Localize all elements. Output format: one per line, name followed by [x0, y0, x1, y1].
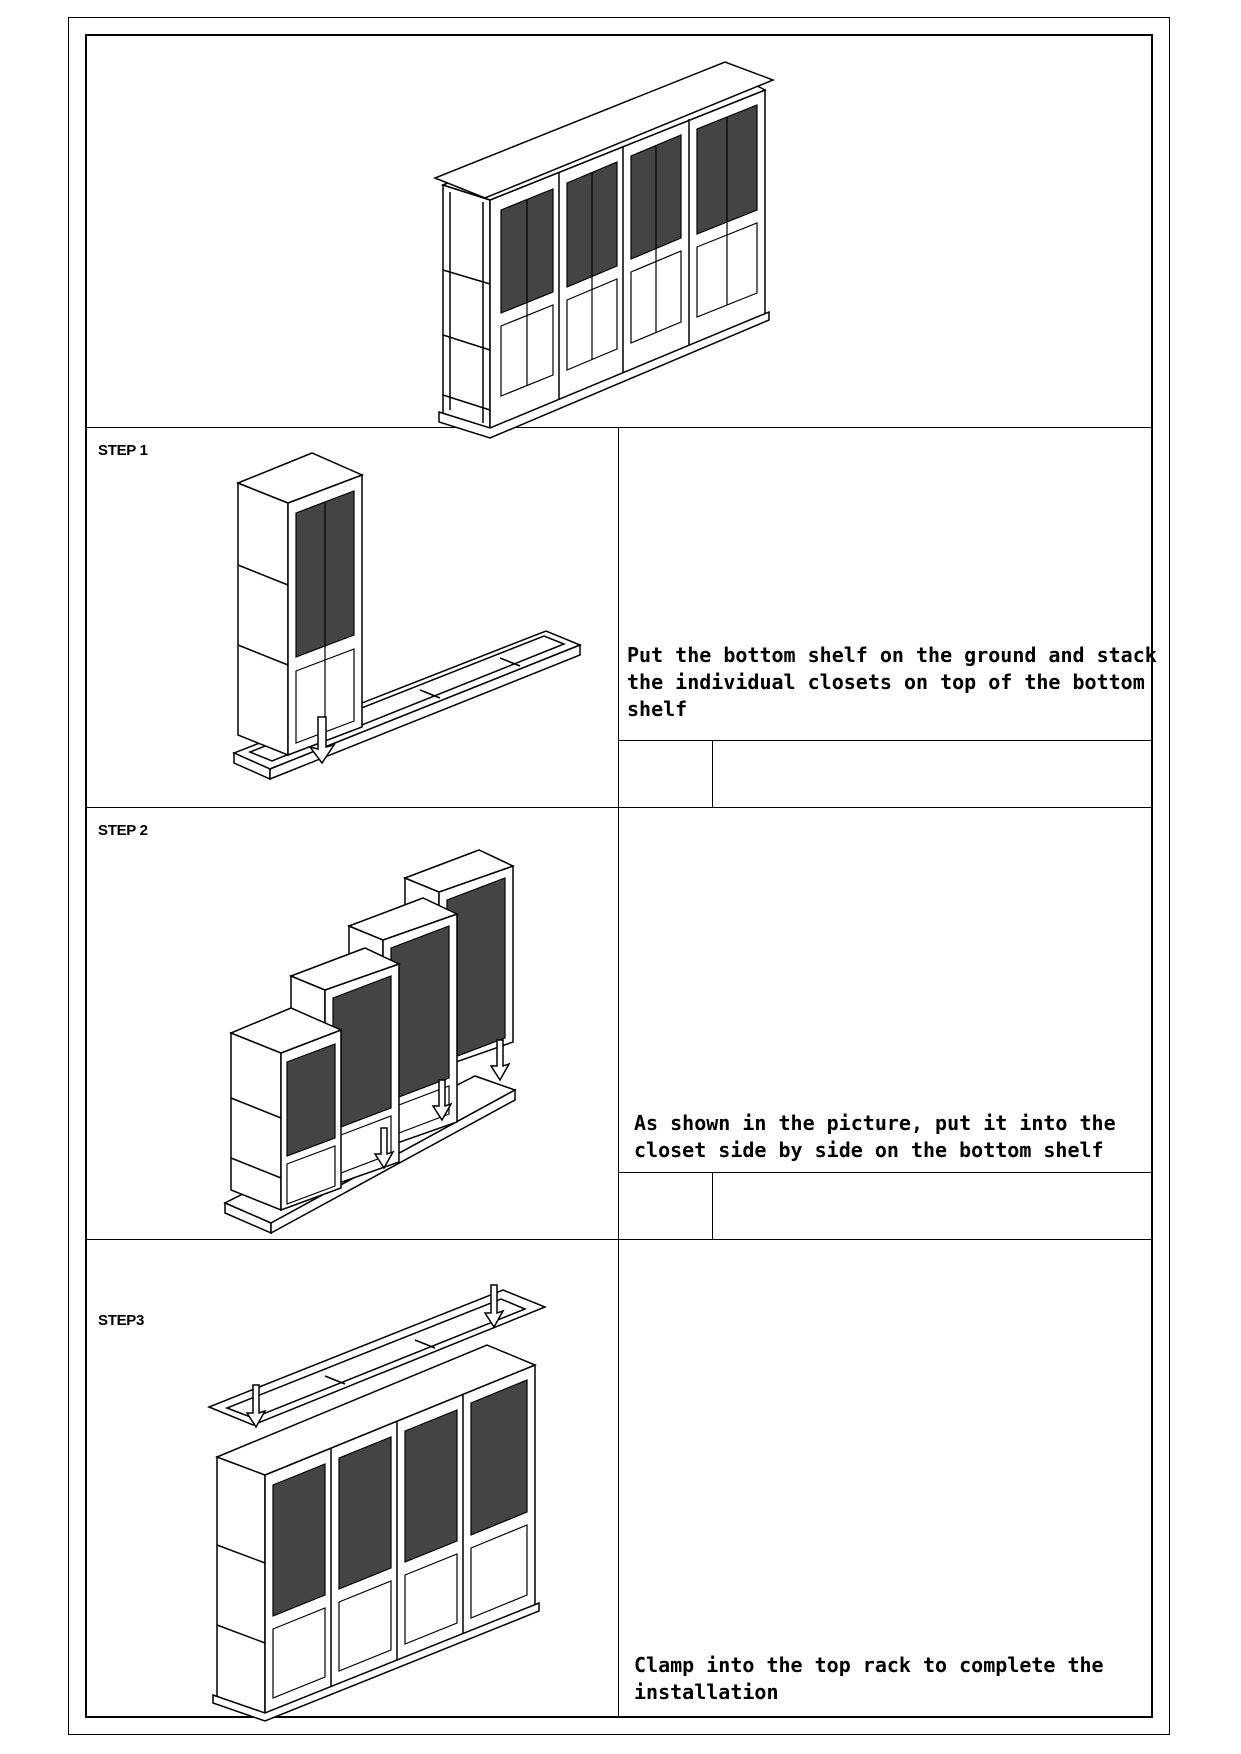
step3-description: Clamp into the top rack to complete the installation: [634, 1653, 1104, 1704]
column-divider: [618, 427, 619, 1718]
step1-description: Put the bottom shelf on the ground and stack the individual closets on top of the bottom shelf: [627, 643, 1157, 721]
step2-label: STEP 2: [98, 822, 148, 839]
door-panel-2: [567, 162, 617, 370]
step2-notes-divider: [712, 1172, 713, 1239]
door-panel-3: [631, 135, 681, 343]
step1-notes-top: [618, 740, 1153, 741]
step3-illustration: [205, 1245, 550, 1715]
step1-label: STEP 1: [98, 442, 148, 459]
door-panel-4: [697, 105, 757, 317]
step2-description: As shown in the picture, put it into the closet side by side on the bottom shelf: [634, 1111, 1116, 1162]
step2-illustration: [225, 808, 525, 1238]
step1-illustration: [230, 445, 582, 797]
row-divider-3: [85, 1239, 1153, 1240]
step2-notes-top: [618, 1172, 1153, 1173]
step1-notes-divider: [712, 740, 713, 807]
door-panel-1: [501, 189, 553, 396]
assembled-wardrobe-illustration: [435, 30, 775, 430]
step1-door: [296, 491, 354, 743]
step3-label: STEP3: [98, 1312, 145, 1329]
